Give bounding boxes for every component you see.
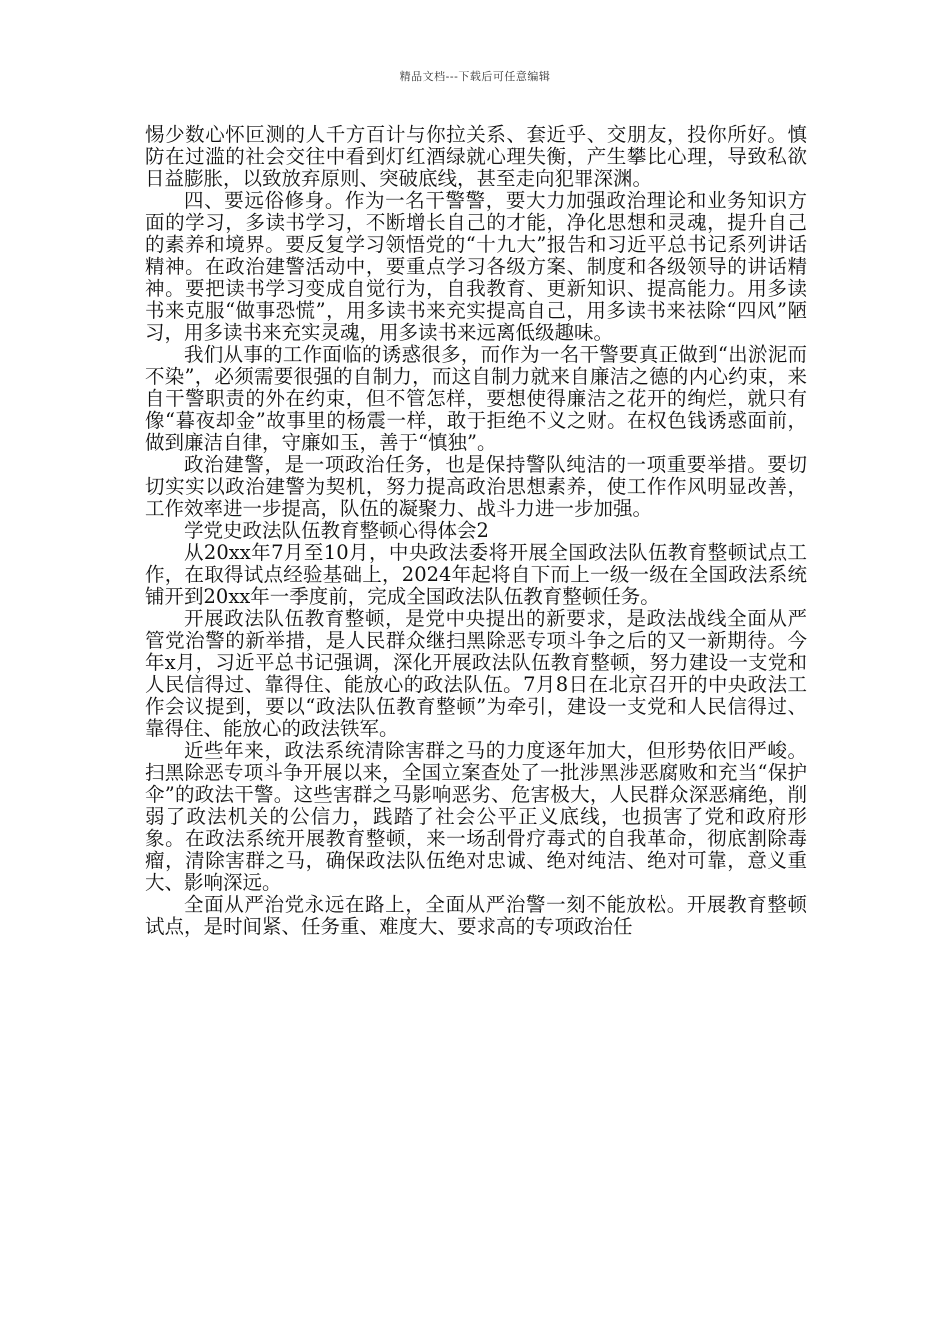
document-body xyxy=(145,124,807,938)
paragraph-strict-governance: 全面从严治党永远在路上，全面从严治警一刻不能放松。开展教育整顿试点，是时间紧、任务重、难度大、要求高的专项政治任 xyxy=(145,893,807,938)
paragraph-study-self-cultivation: 四、要远俗修身。作为一名干警警，要大力加强政治理论和业务知识方面的学习，多读书学习，不断增长自己的才能，净化思想和灵魂，提升自己的素养和境界。要反复学习领悟党的“十九大”报告和习近平总书记系列讲话精神。在政治建警活动中，要重点学习各级方案、制度和各级领导的讲话精神。要把读书学习变成自觉行为，自我教育、更新知识、提高能力。用多读书来克服“做事恐慌”，用多读书来充实提高自己，用多读书来祛除“四风”陋习，用多读书来充实灵魂，用多读书来远离低级趣味。 xyxy=(145,189,807,344)
section-heading: 学党史政法队伍教育整顿心得体会2 xyxy=(184,519,489,542)
paragraph-continuation: 惕少数心怀叵测的人千方百计与你拉关系、套近乎、交朋友，投你所好。慎防在过滥的社会交往中看到灯红酒绿就心理失衡，产生攀比心理，导致私欲日益膨胀，以致放弃原则、突破底线，甚至走向犯罪深渊。 xyxy=(145,123,807,190)
paragraph-timeline: 从20xx年7月至10月，中央政法委将开展全国政法队伍教育整顿试点工作，在取得试点经验基础上，2024年起将自下而上一级一级在全国政法系统铺开到20xx年一季度前，完成全国政法队伍教育整顿任务。 xyxy=(145,541,807,608)
page-header: 精品文档---下载后可任意编辑 xyxy=(399,70,551,83)
paragraph-political-police-building: 政治建警，是一项政治任务，也是保持警队纯洁的一项重要举措。要切切实实以政治建警为契机，努力提高政治思想素养，使工作作风明显改善，工作效率进一步提高，队伍的凝聚力、战斗力进一步加强。 xyxy=(145,453,807,520)
paragraph-new-requirements: 开展政法队伍教育整顿，是党中央提出的新要求，是政法战线全面从严管党治警的新举措，是人民群众继扫黑除恶专项斗争之后的又一新期待。今年x月，习近平总书记强调，深化开展政法队伍教育整顿，努力建设一支党和人民信得过、靠得住、能放心的政法队伍。7月8日在北京召开的中央政法工作会议提到，要以“政法队伍教育整顿”为牵引，建设一支党和人民信得过、靠得住、能放心的政法铁军。 xyxy=(145,607,807,740)
paragraph-integrity: 我们从事的工作面临的诱惑很多，而作为一名干警要真正做到“出淤泥而不染”，必须需要很强的自制力，而这自制力就来自廉洁之德的内心约束，来自干警职责的外在约束，但不管怎样，要想使得廉洁之花开的绚烂，就只有像“暮夜却金”故事里的杨震一样，敢于拒绝不义之财。在权色钱诱惑面前，做到廉洁自律，守廉如玉，善于“慎独”。 xyxy=(145,343,807,454)
paragraph-situation: 近些年来，政法系统清除害群之马的力度逐年加大，但形势依旧严峻。扫黑除恶专项斗争开展以来，全国立案查处了一批涉黑涉恶腐败和充当“保护伞”的政法干警。这些害群之马影响恶劣、危害极大，人民群众深恶痛绝，削弱了政法机关的公信力，践踏了社会公平正义底线，也损害了党和政府形象。在政法系统开展教育整顿，来一场刮骨疗毒式的自我革命，彻底割除毒瘤，清除害群之马，确保政法队伍绝对忠诚、绝对纯洁、绝对可靠，意义重大、影响深远。 xyxy=(145,739,807,894)
